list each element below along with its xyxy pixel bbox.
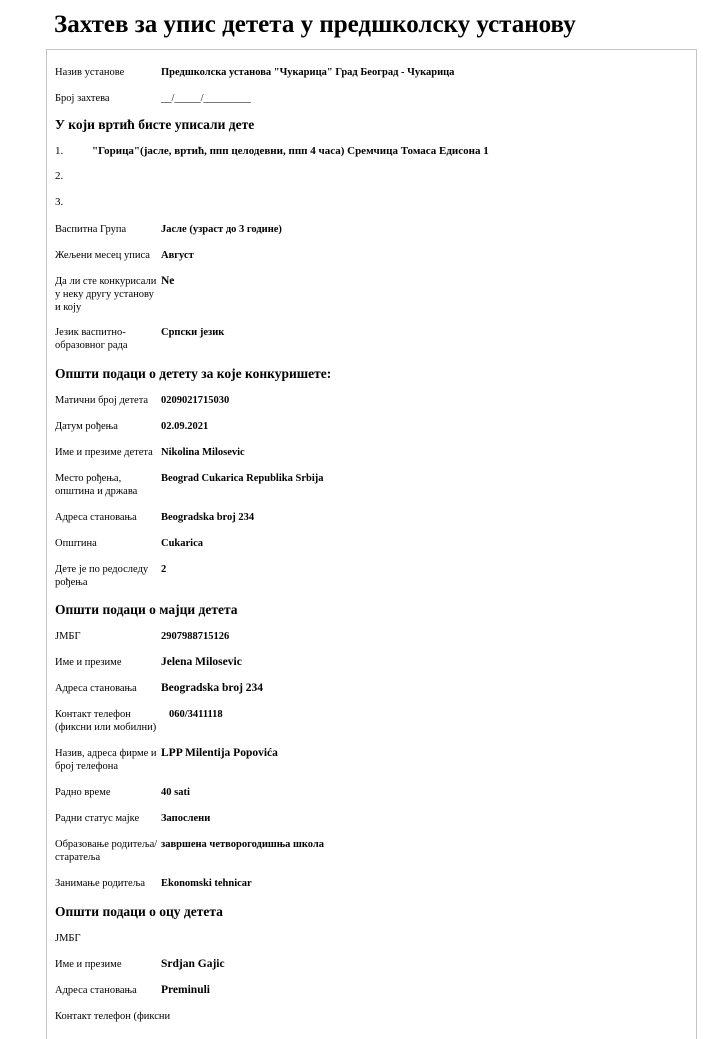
other-institution-value: Ne: [161, 275, 175, 287]
request-number-label: Број захтева: [55, 93, 110, 104]
mother-education-value: завршена четворогодишња школа: [161, 839, 325, 850]
mother-occupation-label: Занимање родитеља: [55, 878, 145, 889]
child-birth-order-label: Дете је по редоследу рођења: [55, 564, 149, 588]
month-value: Август: [161, 250, 194, 261]
child-birth-order-value: 2: [161, 564, 167, 575]
mother-employer-value: LPP Milentija Popovića: [161, 747, 278, 759]
group-label: Васпитна Група: [55, 224, 127, 235]
mother-jmbg-value: 2907988715126: [161, 631, 230, 642]
child-birthplace-value: Beograd Cukarica Republika Srbija: [161, 473, 324, 484]
child-jmbg-value: 0209021715030: [161, 395, 230, 406]
month-label: Жељени месец уписа: [55, 250, 150, 261]
kindergarten-section-heading: У који вртић бисте уписали дете: [55, 117, 255, 132]
father-name-value: Srdjan Gajic: [161, 958, 225, 970]
mother-status-value: Запослени: [161, 813, 211, 824]
mother-employer-label: Назив, адреса фирме и број телефона: [55, 748, 157, 772]
institution-value: Предшколска установа "Чукарица" Град Београд - Чукарица: [161, 67, 455, 78]
father-jmbg-label: ЈМБГ: [55, 933, 81, 944]
institution-label: Назив установе: [55, 67, 125, 78]
choice-text: "Горица"(јасле, вртић, ппп целодевни, ппп 4 часа) Сремчица Томаса Едисона 1: [92, 145, 489, 157]
mother-section-heading: Општи подаци о мајци детета: [55, 602, 238, 617]
child-address-label: Адреса становања: [55, 512, 137, 523]
child-name-value: Nikolina Milosevic: [161, 447, 245, 458]
page-title: Захтев за упис детета у предшколску установу: [54, 11, 576, 38]
mother-hours-label: Радно време: [55, 787, 111, 798]
other-institution-label: Да ли сте конкурисали у неку другу установу и коју: [55, 276, 157, 313]
child-jmbg-label: Матични број детета: [55, 395, 149, 406]
father-name-label: Име и презиме: [55, 959, 122, 970]
choice-number: 3.: [55, 196, 64, 208]
mother-hours-value: 40 sati: [161, 787, 190, 798]
child-municipality-label: Општина: [55, 538, 97, 549]
child-address-value: Beogradska broj 234: [161, 512, 255, 523]
mother-jmbg-label: ЈМБГ: [55, 631, 81, 642]
mother-phone-value: 060/3411118: [169, 709, 223, 720]
child-birthplace-label: Место рођења, општина и држава: [55, 473, 138, 497]
child-dob-value: 02.09.2021: [161, 421, 209, 432]
mother-education-label: Образовање родитеља/старатеља: [55, 839, 158, 863]
choice-number: 2.: [55, 170, 64, 182]
language-label: Језик васпитно-образовног рада: [55, 327, 128, 351]
mother-phone-label: Контакт телефон (фиксни или мобилни): [55, 709, 157, 733]
choice-number: 1.: [55, 145, 64, 157]
father-section-heading: Општи подаци о оцу детета: [55, 904, 223, 919]
child-dob-label: Датум рођења: [55, 421, 118, 432]
child-municipality-value: Cukarica: [161, 538, 203, 549]
language-value: Српски језик: [161, 327, 225, 338]
father-address-label: Адреса становања: [55, 985, 137, 996]
mother-status-label: Радни статус мајке: [55, 813, 140, 824]
mother-address-label: Адреса становања: [55, 683, 137, 694]
mother-name-label: Име и презиме: [55, 657, 122, 668]
group-value: Јасле (узраст до 3 године): [161, 224, 282, 235]
mother-occupation-value: Ekonomski tehnicar: [161, 878, 252, 889]
request-number-value: __/_____/_________: [161, 93, 251, 104]
child-section-heading: Општи подаци о детету за које конкуришете:: [55, 366, 332, 381]
mother-name-value: Jelena Milosevic: [161, 656, 242, 668]
mother-address-value: Beogradska broj 234: [161, 682, 264, 694]
father-phone-label: Контакт телефон (фиксни: [55, 1011, 171, 1022]
child-name-label: Име и презиме детета: [55, 447, 153, 458]
father-address-value: Preminuli: [161, 984, 210, 996]
